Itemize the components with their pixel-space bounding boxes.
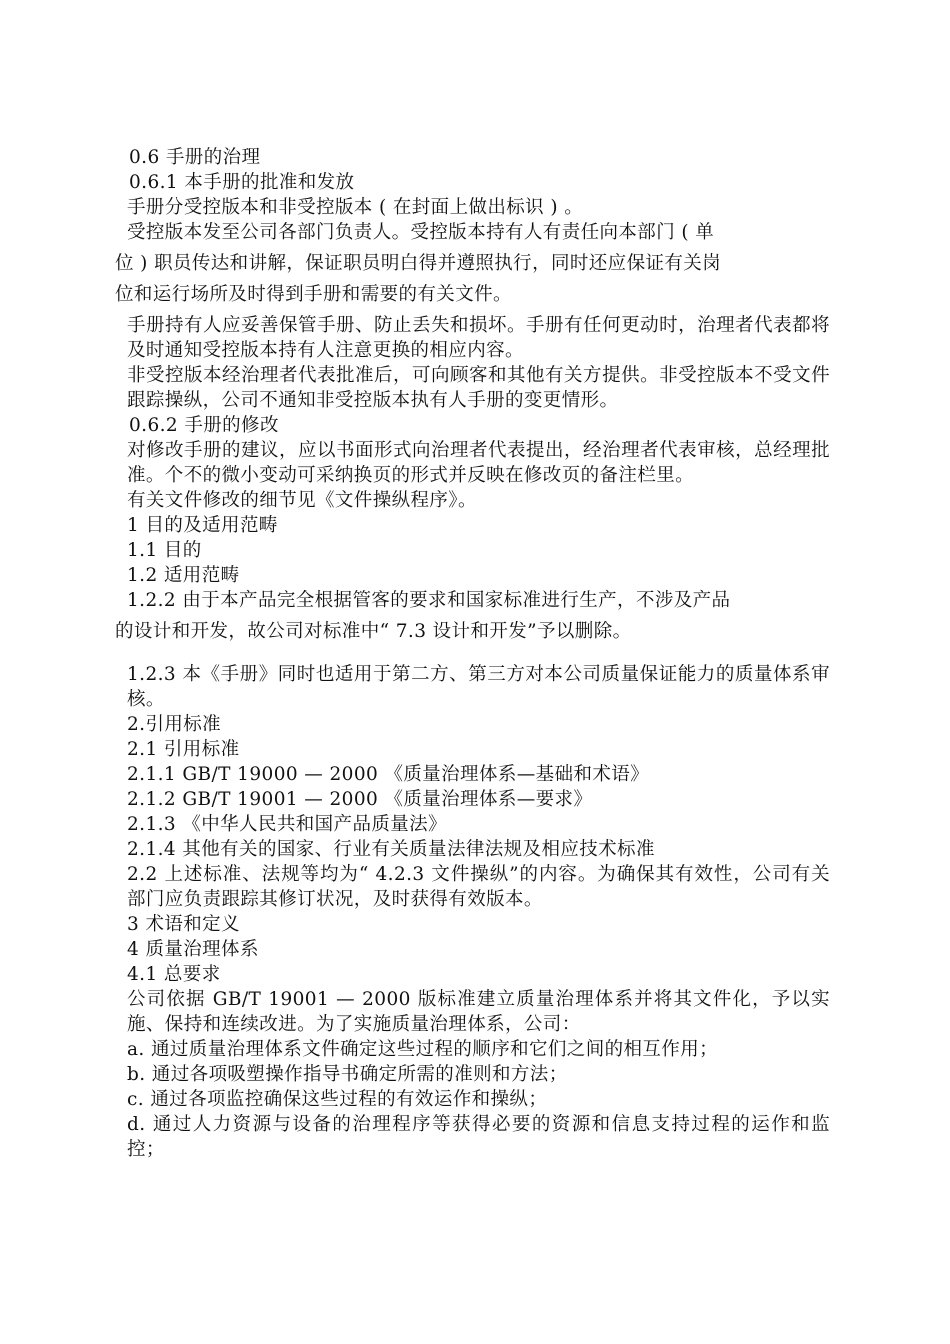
paragraph: 手册持有人应妥善保管手册、防止丢失和损坏。手册有任何更动时，治理者代表都将及时通知受控版本持有人注意更换的相应内容。 xyxy=(127,315,830,361)
section-heading: 1.1 目的 xyxy=(127,540,202,561)
paragraph: 手册分受控版本和非受控版本 ( 在封面上做出标识 ) 。 xyxy=(127,197,584,218)
paragraph: 的设计和开发，故公司对标准中“ 7.3 设计和开发”予以删除。 xyxy=(115,621,632,642)
section-heading: 2.1 引用标准 xyxy=(127,739,240,760)
list-item: b. 通过各项吸塑操作指导书确定所需的准则和方法； xyxy=(127,1064,568,1085)
list-item: 2.1.2 GB/T 19001 — 2000 《质量治理体系—要求》 xyxy=(127,789,593,810)
section-heading: 1 目的及适用范畴 xyxy=(127,515,278,536)
paragraph: 受控版本发至公司各部门负责人。受控版本持有人有责任向本部门 ( 单 xyxy=(127,222,715,243)
section-heading: 0.6 手册的治理 xyxy=(129,147,261,168)
section-heading: 4 质量治理体系 xyxy=(127,939,259,960)
paragraph: 位和运行场所及时得到手册和需要的有关文件。 xyxy=(115,284,512,305)
list-item: d. 通过人力资源与设备的治理程序等获得必要的资源和信息支持过程的运作和监控； xyxy=(127,1114,830,1160)
paragraph: 1.2.3 本《手册》同时也适用于第二方、第三方对本公司质量保证能力的质量体系审核。 xyxy=(127,664,830,710)
list-item: a. 通过质量治理体系文件确定这些过程的顺序和它们之间的相互作用； xyxy=(127,1039,718,1060)
section-heading: 1.2 适用范畴 xyxy=(127,565,240,586)
paragraph: 非受控版本经治理者代表批准后，可向顾客和其他有关方提供。非受控版本不受文件跟踪操纵，公司不通知非受控版本执有人手册的变更情形。 xyxy=(127,365,830,411)
section-heading: 0.6.1 本手册的批准和发放 xyxy=(129,172,355,193)
list-item: 2.1.4 其他有关的国家、行业有关质量法律法规及相应技术标准 xyxy=(127,839,655,860)
paragraph: 位 ) 职员传达和讲解，保证职员明白得并遵照执行，同时还应保证有关岗 xyxy=(115,253,722,274)
document-body xyxy=(115,145,830,1162)
section-heading: 4.1 总要求 xyxy=(127,964,221,985)
list-item: c. 通过各项监控确保这些过程的有效运作和操纵； xyxy=(127,1089,548,1110)
section-heading: 2.引用标准 xyxy=(127,714,222,735)
list-item: 2.1.1 GB/T 19000 — 2000 《质量治理体系—基础和术语》 xyxy=(127,764,650,785)
paragraph: 有关文件修改的细节见《文件操纵程序》。 xyxy=(127,490,477,511)
paragraph: 公司依据 GB/T 19001 — 2000 版标准建立质量治理体系并将其文件化，予以实施、保持和连续改进。为了实施质量治理体系，公司： xyxy=(127,989,830,1035)
section-heading: 0.6.2 手册的修改 xyxy=(129,415,279,436)
paragraph: 对修改手册的建议，应以书面形式向治理者代表提出，经治理者代表审核，总经理批准。个不的微小变动可采纳换页的形式并反映在修改页的备注栏里。 xyxy=(127,440,830,486)
section-heading: 3 术语和定义 xyxy=(127,914,240,935)
list-item: 2.1.3 《中华人民共和国产品质量法》 xyxy=(127,814,447,835)
paragraph: 1.2.2 由于本产品完全根据管客的要求和国家标准进行生产，不涉及产品 xyxy=(127,590,731,611)
paragraph: 2.2 上述标准、法规等均为“ 4.2.3 文件操纵”的内容。为确保其有效性，公司有关部门应负责跟踪其修订状况，及时获得有效版本。 xyxy=(127,864,830,910)
